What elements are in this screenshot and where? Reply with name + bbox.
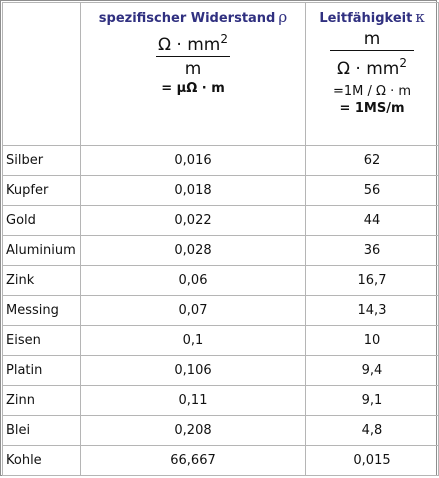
table-row bbox=[3, 386, 439, 416]
resistivity-unit-fraction bbox=[81, 29, 305, 79]
conductivity-value: 16,7 bbox=[306, 266, 439, 296]
resistivity-heading bbox=[81, 8, 305, 26]
table-row bbox=[3, 146, 439, 176]
header-conductivity-cell bbox=[306, 3, 439, 146]
material-name: Kupfer bbox=[3, 176, 81, 206]
fraction-denominator bbox=[337, 53, 407, 79]
table-row bbox=[3, 206, 439, 236]
conductivity-unit-equivalent: =1M / Ω · m bbox=[332, 84, 412, 99]
conductivity-value: 10 bbox=[306, 326, 439, 356]
resistivity-title: spezifischer Widerstand bbox=[98, 11, 276, 26]
kappa-symbol: κ bbox=[415, 8, 425, 26]
fraction-numerator: m bbox=[363, 29, 381, 49]
table-row bbox=[3, 236, 439, 266]
resistivity-value: 0,016 bbox=[81, 146, 306, 176]
conductivity-value: 62 bbox=[306, 146, 439, 176]
resistivity-value: 0,11 bbox=[81, 386, 306, 416]
rho-symbol: ρ bbox=[278, 8, 288, 26]
conductivity-value: 9,4 bbox=[306, 356, 439, 386]
conductivity-value: 9,1 bbox=[306, 386, 439, 416]
material-name: Silber bbox=[3, 146, 81, 176]
table-row bbox=[3, 296, 439, 326]
conductivity-heading bbox=[306, 8, 438, 26]
fraction-denominator: m bbox=[184, 59, 202, 79]
resistivity-value: 0,1 bbox=[81, 326, 306, 356]
resistivity-value: 0,07 bbox=[81, 296, 306, 326]
material-name: Messing bbox=[3, 296, 81, 326]
table-row bbox=[3, 356, 439, 386]
material-name: Zink bbox=[3, 266, 81, 296]
conductivity-value: 14,3 bbox=[306, 296, 439, 326]
header-resistivity-cell bbox=[81, 3, 306, 146]
header-empty-cell bbox=[3, 3, 81, 146]
conductivity-value: 0,015 bbox=[306, 446, 439, 476]
resistivity-value: 0,028 bbox=[81, 236, 306, 266]
fraction-bar bbox=[330, 50, 414, 51]
table-row bbox=[3, 416, 439, 446]
material-name: Gold bbox=[3, 206, 81, 236]
resistivity-value: 0,06 bbox=[81, 266, 306, 296]
resistivity-value: 0,022 bbox=[81, 206, 306, 236]
table-row bbox=[3, 446, 439, 476]
conductivity-value: 36 bbox=[306, 236, 439, 266]
material-name: Eisen bbox=[3, 326, 81, 356]
fraction-numerator bbox=[158, 29, 228, 55]
resistivity-value: 0,106 bbox=[81, 356, 306, 386]
material-name: Kohle bbox=[3, 446, 81, 476]
fraction-bar bbox=[156, 56, 230, 57]
resistivity-unit-equivalent: = µΩ · m bbox=[161, 81, 225, 96]
conductivity-value: 44 bbox=[306, 206, 439, 236]
resistivity-value: 0,018 bbox=[81, 176, 306, 206]
material-name: Aluminium bbox=[3, 236, 81, 266]
denominator-exponent: 2 bbox=[399, 56, 407, 70]
material-name: Platin bbox=[3, 356, 81, 386]
denominator-text: Ω · mm bbox=[337, 59, 400, 79]
material-name: Blei bbox=[3, 416, 81, 446]
conductivity-value: 4,8 bbox=[306, 416, 439, 446]
numerator-exponent: 2 bbox=[220, 32, 228, 46]
table-row bbox=[3, 176, 439, 206]
conductivity-unit-siemens: = 1MS/m bbox=[339, 101, 405, 116]
material-table bbox=[2, 2, 439, 476]
conductivity-title: Leitfähigkeit bbox=[319, 11, 413, 26]
numerator-text: Ω · mm bbox=[158, 35, 221, 55]
header-row bbox=[3, 3, 439, 146]
material-name: Zinn bbox=[3, 386, 81, 416]
resistivity-value: 66,667 bbox=[81, 446, 306, 476]
resistivity-value: 0,208 bbox=[81, 416, 306, 446]
conductivity-unit-fraction bbox=[306, 29, 438, 79]
table-row bbox=[3, 266, 439, 296]
conductivity-value: 56 bbox=[306, 176, 439, 206]
table-row bbox=[3, 326, 439, 356]
